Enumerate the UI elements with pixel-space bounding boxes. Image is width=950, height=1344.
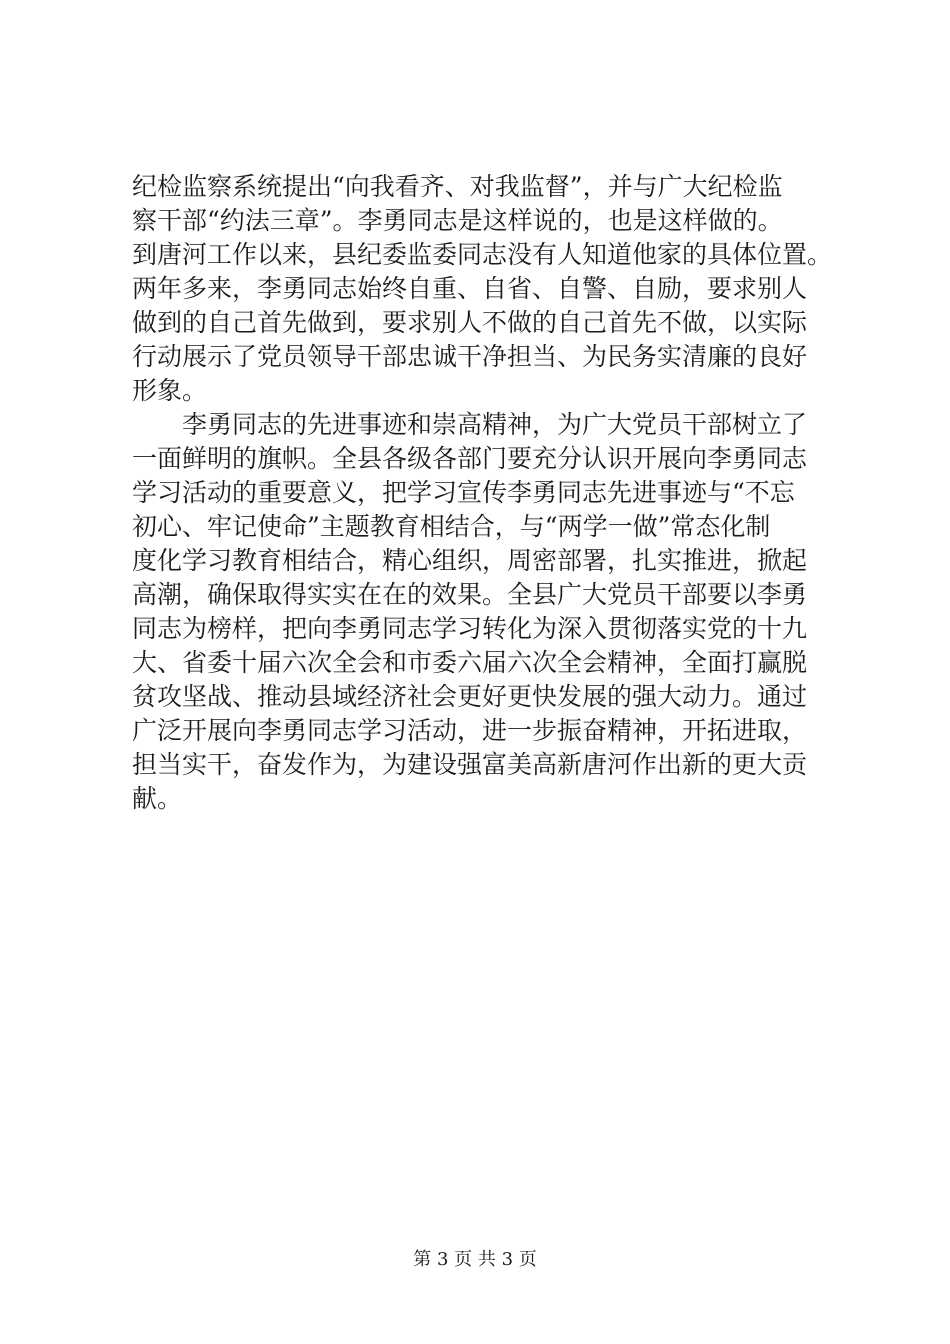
text-line: 做到的自己首先做到，要求别人不做的自己首先不做，以实际: [132, 308, 808, 337]
text-line: 一面鲜明的旗帜。全县各级各部门要充分认识开展向李勇同志: [132, 444, 808, 473]
text-line: 初心、牢记使命”主题教育相结合，与“两学一做”常态化制: [132, 512, 771, 541]
text-line: 形象。: [132, 376, 208, 405]
text-line: 大、省委十届六次全会和市委六届六次全会精神，全面打赢脱: [132, 648, 808, 677]
text-line: 行动展示了党员领导干部忠诚干净担当、为民务实清廉的良好: [132, 342, 808, 371]
page-number-footer: 第 3 页 共 3 页: [413, 1249, 537, 1270]
text-line: 广泛开展向李勇同志学习活动，进一步振奋精神，开拓进取，: [132, 716, 808, 745]
text-line: 察干部“约法三章”。李勇同志是这样说的，也是这样做的。: [132, 206, 783, 235]
text-line: 到唐河工作以来，县纪委监委同志没有人知道他家的具体位置。: [132, 240, 833, 269]
text-line: 纪检监察系统提出“向我看齐、对我监督”，并与广大纪检监: [132, 172, 783, 201]
text-line: 献。: [132, 784, 183, 813]
text-line: 高潮，确保取得实实在在的效果。全县广大党员干部要以李勇: [132, 580, 808, 609]
document-body: [132, 170, 832, 816]
text-line: 贫攻坚战、推动县域经济社会更好更快发展的强大动力。通过: [132, 682, 808, 711]
text-line: 李勇同志的先进事迹和崇高精神，为广大党员干部树立了: [132, 410, 808, 439]
text-line: 度化学习教育相结合，精心组织，周密部署，扎实推进，掀起: [132, 546, 808, 575]
text-line: 两年多来，李勇同志始终自重、自省、自警、自励，要求别人: [132, 274, 808, 303]
text-line: 学习活动的重要意义，把学习宣传李勇同志先进事迹与“不忘: [132, 478, 795, 507]
text-line: 担当实干，奋发作为，为建设强富美高新唐河作出新的更大贡: [132, 750, 808, 779]
text-line: 同志为榜样，把向李勇同志学习转化为深入贯彻落实党的十九: [132, 614, 808, 643]
